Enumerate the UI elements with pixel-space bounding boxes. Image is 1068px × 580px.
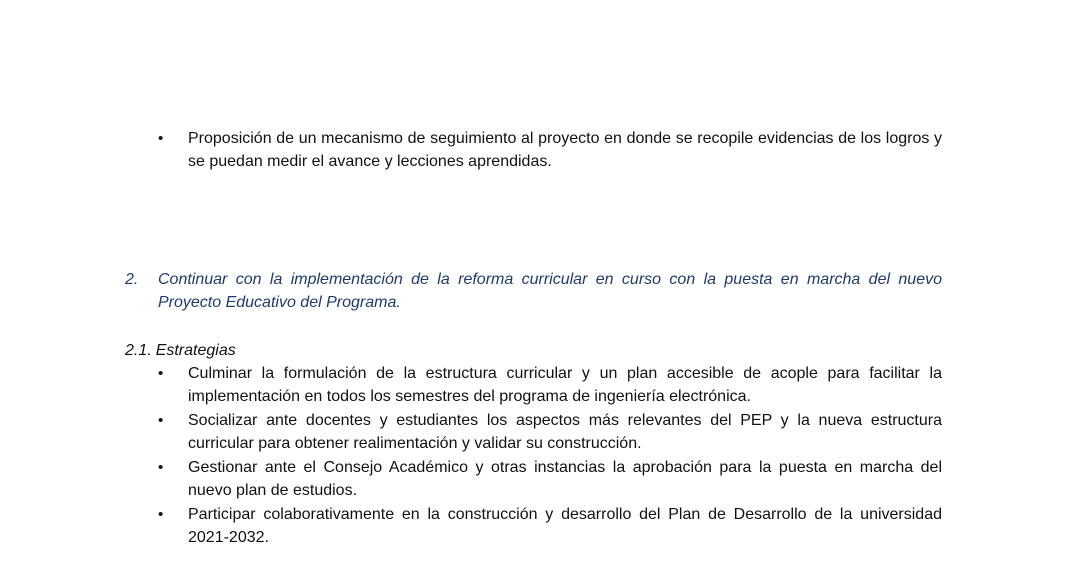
bullet-text: Socializar ante docentes y estudiantes los aspectos más relevantes del PEP y la nueva estructura curricular para obtener realimentación y validar su construcción.	[188, 412, 942, 452]
bullet-icon: •	[158, 365, 164, 382]
bullet-icon: •	[158, 459, 164, 476]
intro-bullet-list	[158, 127, 942, 174]
list-item	[158, 362, 942, 408]
objective-number: 2.	[125, 271, 139, 288]
strategies-number: 2.1.	[125, 342, 152, 359]
bullet-text: Gestionar ante el Consejo Académico y otras instancias la aprobación para la puesta en marcha del nuevo plan de estudios.	[188, 459, 942, 499]
list-item	[158, 503, 942, 549]
bullet-text: Participar colaborativamente en la construcción y desarrollo del Plan de Desarrollo de la universidad 2021-2032.	[188, 506, 942, 546]
bullet-icon: •	[158, 412, 164, 429]
objective-text: Continuar con la implementación de la reforma curricular en curso con la puesta en marcha del nuevo Proyecto Educativo del Programa.	[158, 271, 942, 311]
strategies-bullet-list	[158, 362, 942, 550]
objective-heading	[125, 268, 942, 314]
strategies-heading	[125, 340, 236, 362]
bullet-text: Culminar la formulación de la estructura curricular y un plan accesible de acople para facilitar la implementación en todos los semestres del programa de ingeniería electrónica.	[188, 365, 942, 405]
list-item	[158, 127, 942, 173]
bullet-icon: •	[158, 130, 164, 147]
list-item	[158, 409, 942, 455]
bullet-text: Proposición de un mecanismo de seguimiento al proyecto en donde se recopile evidencias de los logros y se puedan medir el avance y lecciones aprendidas.	[188, 130, 942, 170]
list-item	[158, 456, 942, 502]
bullet-icon: •	[158, 506, 164, 523]
strategies-title: Estrategias	[155, 342, 236, 359]
